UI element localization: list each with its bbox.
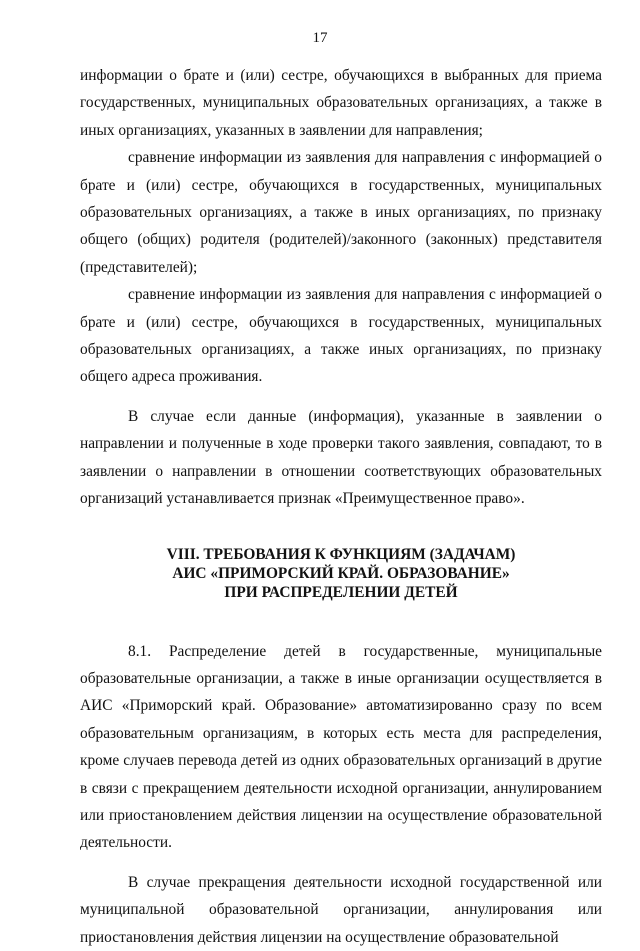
paragraph: сравнение информации из заявления для направления с информацией о брате и (или) сестре, обучающихся в государственных, муниципальных образовательных организациях, а также в иных организациях, по признаку общего (общих) родителя (родителей)/законного (законных) представителя (представителей); xyxy=(80,149,602,276)
paragraph: информации о брате и (или) сестре, обучающихся в выбранных для приема государственных, муниципальных образовательных организациях, а также в иных организациях, указанных в заявлении для направления; xyxy=(80,67,602,139)
section-heading xyxy=(80,545,602,602)
section-heading-line: VIII. ТРЕБОВАНИЯ К ФУНКЦИЯМ (ЗАДАЧАМ) xyxy=(166,545,516,563)
paragraph: В случае если данные (информация), указанные в заявлении о направлении и полученные в ходе проверки такого заявления, совпадают, то в заявлении о направлении в отношении соответствующих образовательных организаций устанавливается признак «Преимущественное право». xyxy=(80,407,602,508)
page-number: 17 xyxy=(312,30,328,46)
section-heading-line: АИС «ПРИМОРСКИЙ КРАЙ. ОБРАЗОВАНИЕ» xyxy=(172,564,510,582)
paragraph: 8.1. Распределение детей в государственные, муниципальные образовательные организации, а также в иные организации осуществляется в АИС «Приморский край. Образование» автоматизированно сразу по всем образовательным организациям, в которых есть места для распределения, кроме случаев перевода детей из одних образовательных организаций в другие в связи с прекращением деятельности исходной организации, аннулированием или приостановлением действия лицензии на осуществление образовательной деятельности. xyxy=(80,642,602,852)
paragraph: В случае прекращения деятельности исходной государственной или муниципальной образовательной организации, аннулирования или приостановления действия лицензии на осуществление образовательной xyxy=(80,873,602,946)
paragraph: сравнение информации из заявления для направления с информацией о брате и (или) сестре, обучающихся в государственных, муниципальных образовательных организациях, а также иных организациях, по признаку общего адреса проживания. xyxy=(80,286,602,386)
document-body xyxy=(80,62,602,951)
section-heading-line: ПРИ РАСПРЕДЕЛЕНИИ ДЕТЕЙ xyxy=(224,583,458,601)
